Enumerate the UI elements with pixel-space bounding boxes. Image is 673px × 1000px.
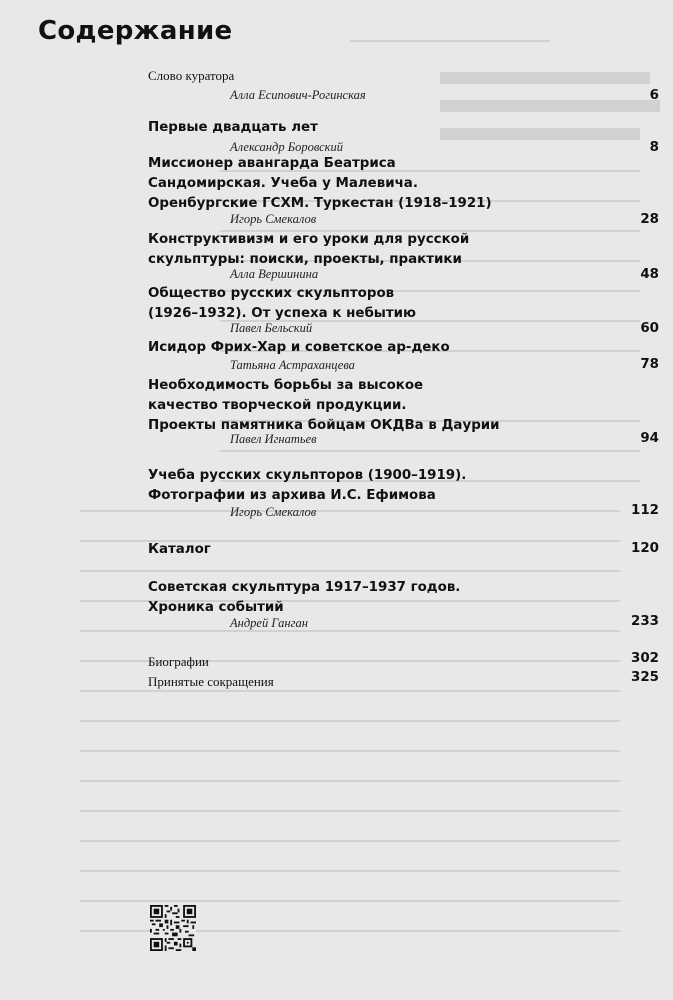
toc-entry-page: 94: [640, 431, 659, 446]
toc-entry-title: Конструктивизм и его уроки для русской: [148, 232, 470, 247]
toc-entry-page: 48: [640, 267, 659, 282]
toc-entry-author: Алла Вершинина: [230, 267, 319, 281]
toc-entry-author: Андрей Ганган: [230, 616, 308, 630]
toc-entry-title: Общество русских скульпторов: [148, 286, 395, 301]
toc-entry-page: 60: [640, 321, 659, 336]
toc-entry-author: Александр Боровский: [230, 140, 343, 154]
toc-entry-title: качество творческой продукции.: [148, 398, 407, 413]
toc-entry-page: 325: [631, 670, 659, 685]
toc-entry-page: 120: [631, 541, 659, 556]
toc-entry-title: Необходимость борьбы за высокое: [148, 378, 424, 393]
toc-entry-title: Исидор Фрих-Хар и советское ар-деко: [148, 340, 450, 355]
toc-entry-title: Каталог: [148, 542, 211, 557]
toc-entry-title: Учеба русских скульпторов (1900–1919).: [148, 468, 467, 483]
toc-entry-title: Оренбургские ГСХМ. Туркестан (1918–1921): [148, 196, 492, 211]
toc-entry-title: Слово куратора: [148, 68, 235, 83]
toc-entry-title: Фотографии из архива И.С. Ефимова: [148, 488, 436, 503]
toc-entry-title: Первые двадцать лет: [148, 120, 318, 135]
toc-entry-page: 233: [631, 614, 659, 629]
toc-entry-title: Проекты памятника бойцам ОКДВа в Даурии: [148, 418, 500, 433]
toc-entry-page: 8: [649, 140, 659, 155]
toc-entry-title: Советская скульптура 1917–1937 годов.: [148, 580, 461, 595]
toc-entry-title: Хроника событий: [148, 600, 284, 615]
toc-entry-page: 6: [649, 88, 659, 103]
toc-entry-author: Татьяна Астраханцева: [230, 358, 355, 372]
toc-entry-page: 302: [631, 651, 659, 666]
qr-code-icon: [150, 905, 196, 951]
toc-entry-author: Павел Игнатьев: [230, 432, 317, 446]
toc-entry-author: Игорь Смекалов: [230, 212, 317, 226]
toc-entry-page: 78: [640, 357, 659, 372]
toc-entry-author: Павел Бельский: [230, 321, 313, 335]
toc-entry-page: 28: [640, 212, 659, 227]
toc-entry-title: Принятые сокращения: [148, 674, 274, 689]
toc-entry-page: 112: [631, 503, 659, 518]
toc-entry-title: (1926–1932). От успеха к небытию: [148, 306, 417, 321]
toc-entry-title: скульптуры: поиски, проекты, практики: [148, 252, 462, 267]
toc-entry-author: Алла Есипович-Рогинская: [230, 88, 366, 102]
page-title: Содержание: [38, 16, 233, 46]
toc-entry-title: Сандомирская. Учеба у Малевича.: [148, 176, 418, 191]
toc-entry-author: Игорь Смекалов: [230, 505, 317, 519]
toc-entry-title: Биографии: [148, 654, 209, 669]
toc-entry-title: Миссионер авангарда Беатриса: [148, 156, 396, 171]
